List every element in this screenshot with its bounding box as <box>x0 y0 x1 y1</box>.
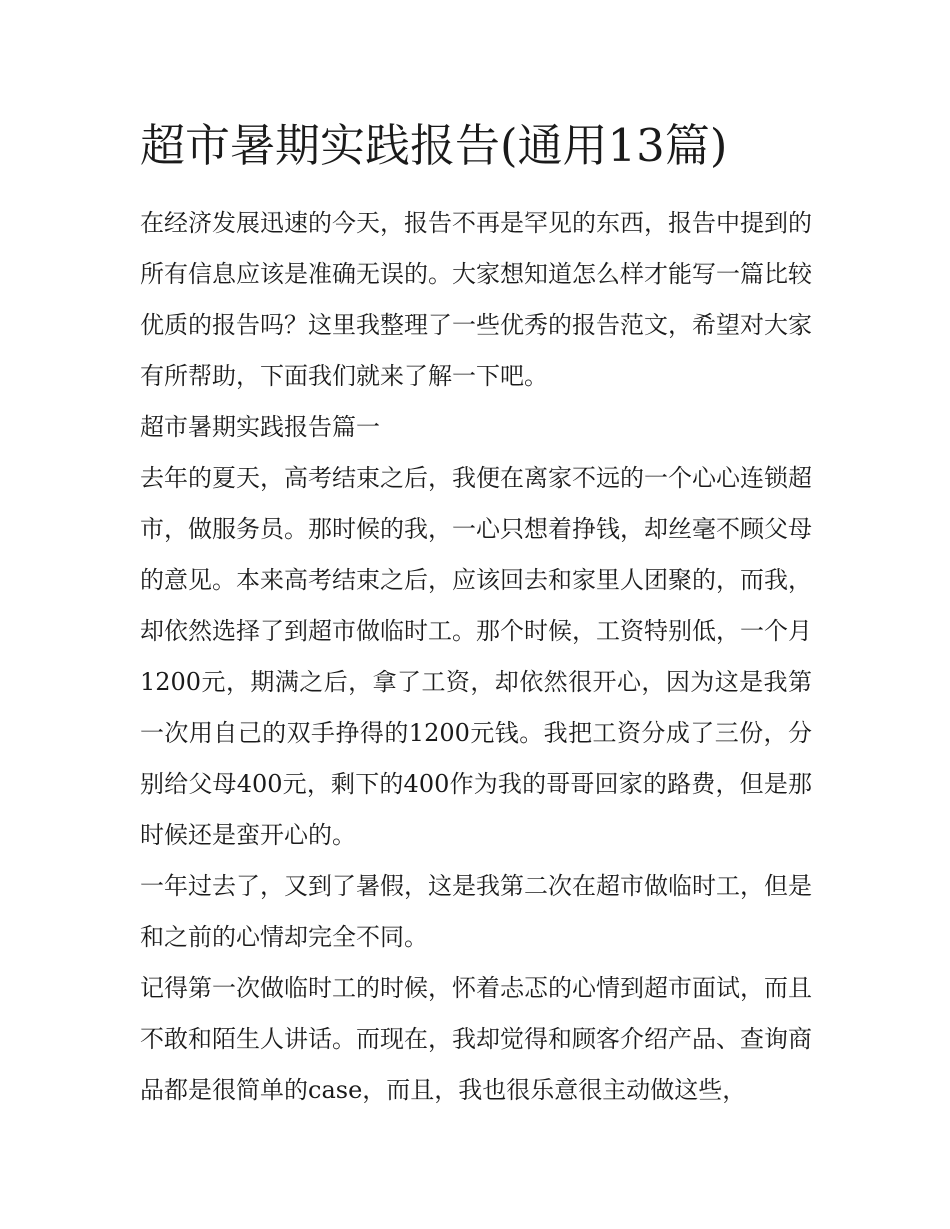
document-title: 超市暑期实践报告(通用13篇) <box>140 119 728 172</box>
document-body <box>140 198 812 1116</box>
body-paragraph: 一年过去了，又到了暑假，这是我第二次在超市做临时工，但是和之前的心情却完全不同。 <box>140 872 812 951</box>
body-paragraph: 去年的夏天，高考结束之后，我便在离家不远的一个心心连锁超市，做服务员。那时候的我，一心只想着挣钱，却丝毫不顾父母的意见。本来高考结束之后，应该回去和家里人团聚的，而我，却依然选择了到超市做临时工。那个时候，工资特别低，一个月1200元，期满之后，拿了工资，却依然很开心，因为这是我第一次用自己的双手挣得的1200元钱。我把工资分成了三份，分别给父母400元，剩下的400作为我的哥哥回家的路费，但是那时候还是蛮开心的。 <box>140 464 812 849</box>
section-heading: 超市暑期实践报告篇一 <box>140 413 380 441</box>
body-paragraph: 记得第一次做临时工的时候，怀着忐忑的心情到超市面试，而且不敢和陌生人讲话。而现在，我却觉得和顾客介绍产品、查询商品都是很简单的case，而且，我也很乐意很主动做这些， <box>140 974 812 1104</box>
intro-paragraph: 在经济发展迅速的今天，报告不再是罕见的东西，报告中提到的所有信息应该是准确无误的。大家想知道怎么样才能写一篇比较优质的报告吗？这里我整理了一些优秀的报告范文，希望对大家有所帮助，下面我们就来了解一下吧。 <box>140 209 812 390</box>
